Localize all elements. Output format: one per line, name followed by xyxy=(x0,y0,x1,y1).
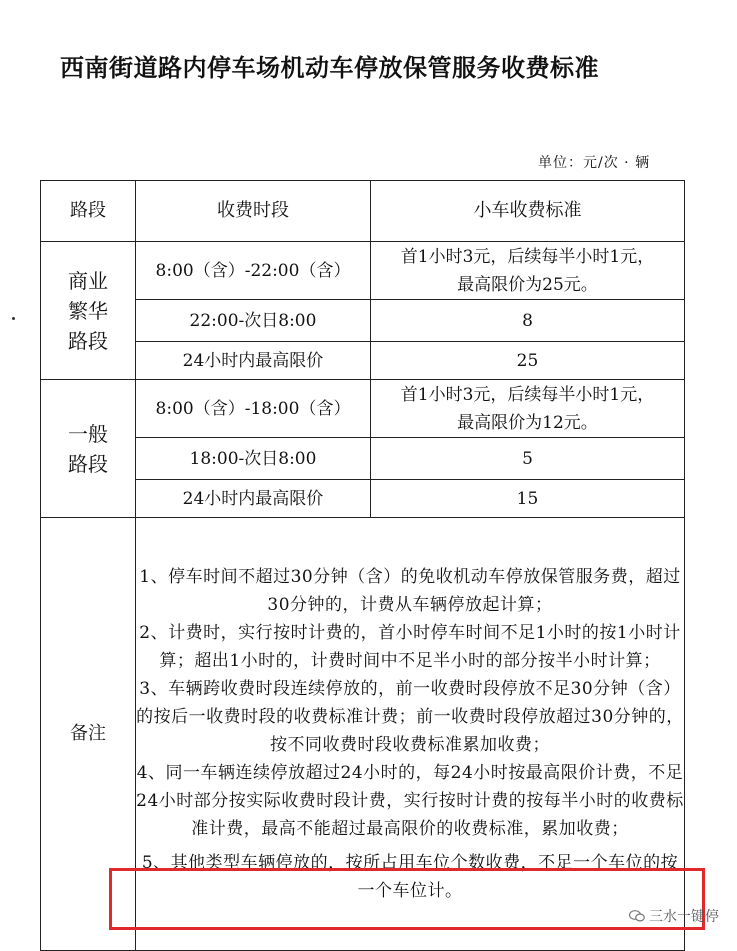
note-item: 1、停车时间不超过30分钟（含）的免收机动车停放保管服务费，超过30分钟的，计费从车辆停放起计算； xyxy=(139,567,681,615)
table-row xyxy=(41,380,685,438)
period-cell: 8:00（含）-22:00（含） xyxy=(136,242,371,300)
table-row xyxy=(41,480,685,518)
fee-text: 首1小时3元，后续每半小时1元， 最高限价为12元。 xyxy=(400,384,655,433)
highlight-box xyxy=(109,868,705,930)
period-cell: 18:00-次日8:00 xyxy=(136,438,371,480)
period-cell: 8:00（含）-18:00（含） xyxy=(136,380,371,438)
table-row xyxy=(41,242,685,300)
watermark xyxy=(629,906,719,926)
section-label: 商业 繁华 路段 xyxy=(68,268,108,353)
section-label: 一般 路段 xyxy=(68,421,108,476)
fee-cell: 8 xyxy=(371,300,685,342)
note-item: 4、同一车辆连续停放超过24小时的，每24小时按最高限价计费，不足24小时部分按实际收费时段计费，实行按时计费的按每半小时的收费标准计费，最高不能超过最高限价的收费标准，累加收费； xyxy=(136,763,684,839)
wechat-icon xyxy=(629,910,645,922)
watermark-text: 三水一键停 xyxy=(649,909,719,925)
notes-label: 备注 xyxy=(41,518,136,951)
fee-text: 首1小时3元，后续每半小时1元， 最高限价为25元。 xyxy=(400,246,655,295)
fee-cell: 25 xyxy=(371,342,685,380)
table-row xyxy=(41,438,685,480)
period-cell: 24小时内最高限价 xyxy=(136,480,371,518)
section-name-commercial xyxy=(41,242,136,380)
table-row xyxy=(41,342,685,380)
header-section: 路段 xyxy=(41,181,136,242)
period-cell: 22:00-次日8:00 xyxy=(136,300,371,342)
fee-cell: 5 xyxy=(371,438,685,480)
header-period: 收费时段 xyxy=(136,181,371,242)
period-cell: 24小时内最高限价 xyxy=(136,342,371,380)
scan-speck xyxy=(12,317,15,320)
unit-note: 单位：元/次 · 辆 xyxy=(538,155,651,171)
fee-cell: 15 xyxy=(371,480,685,518)
note-item: 2、计费时，实行按时计费的，首小时停车时间不足1小时的按1小时计算；超出1小时的，计费时间中不足半小时的部分按半小时计算； xyxy=(139,623,681,671)
fee-cell xyxy=(371,380,685,438)
fee-table xyxy=(40,180,685,951)
table-row xyxy=(41,300,685,342)
header-fee: 小车收费标准 xyxy=(371,181,685,242)
note-item: 5、其他类型车辆停放的，按所占用车位个数收费，不足一个车位的按一个车位计。 xyxy=(141,853,679,901)
fee-cell xyxy=(371,242,685,300)
table-header-row xyxy=(41,181,685,242)
document-title: 西南街道路内停车场机动车停放保管服务收费标准 xyxy=(60,54,599,82)
note-item: 3、车辆跨收费时段连续停放的，前一收费时段停放不足30分钟（含）的按后一收费时段的收费标准计费；前一收费时段停放超过30分钟的，按不同收费时段收费标准累加收费； xyxy=(136,679,684,755)
section-name-general xyxy=(41,380,136,518)
